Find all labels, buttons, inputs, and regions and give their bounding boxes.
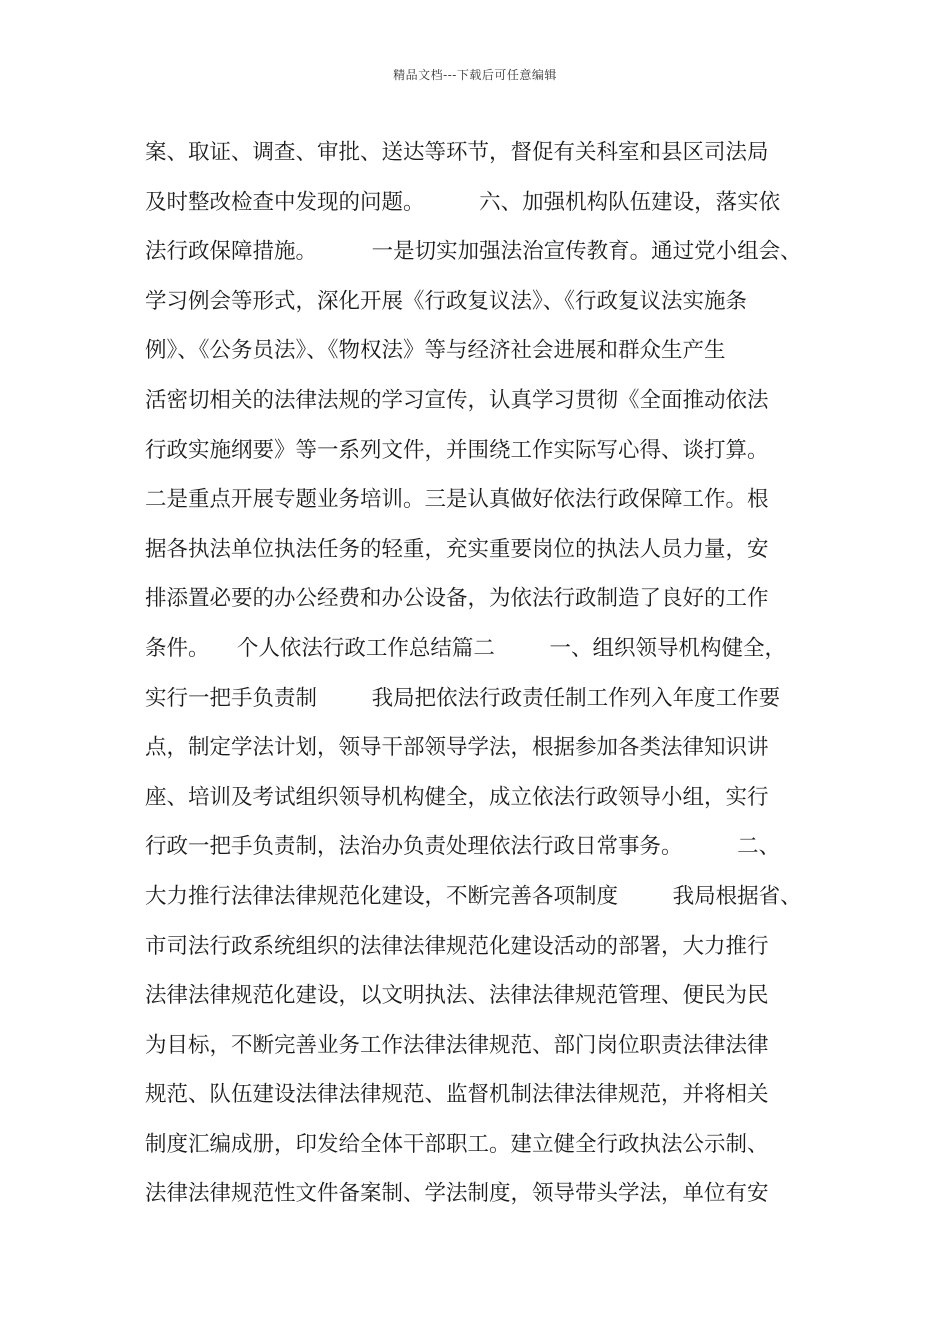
text-line: 排添置必要的办公经费和办公设备，为依法行政制造了良好的工作 — [145, 586, 769, 612]
text-line: 行政一把手负责制，法治办负责处理依法行政日常事务。 二、 — [145, 834, 781, 860]
text-line: 案、取证、调查、审批、送达等环节，督促有关科室和县区司法局 — [145, 140, 769, 165]
text-line: 规范、队伍建设法律法律规范、监督机制法律法律规范，并将相关 — [145, 1082, 769, 1108]
text-line: 座、培训及考试组织领导机构健全，成立依法行政领导小组，实行 — [145, 784, 769, 810]
text-line: 为目标，不断完善业务工作法律法律规范、部门岗位职责法律法律 — [145, 1032, 769, 1058]
document-body — [145, 128, 845, 1219]
text-line: 制度汇编成册，印发给全体干部职工。建立健全行政执法公示制、 — [145, 1131, 769, 1157]
text-line: 二是重点开展专题业务培训。三是认真做好依法行政保障工作。根 — [145, 487, 769, 513]
page-header: 精品文档---下载后可任意编辑 — [393, 68, 557, 82]
text-line: 学习例会等形式，深化开展《行政复议法》、《行政复议法实施条 — [145, 288, 748, 314]
text-line: 点，制定学法计划，领导干部领导学法，根据参加各类法律知识讲 — [145, 735, 769, 761]
text-line: 行政实施纲要》等一系列文件，并围绕工作实际写心得、谈打算。 — [145, 437, 769, 463]
text-line: 据各执法单位执法任务的轻重，充实重要岗位的执法人员力量，安 — [145, 536, 769, 562]
text-line: 例》、《公务员法》、《物权法》等与经济社会进展和群众生产生 — [145, 338, 726, 364]
text-line: 法律法律规范化建设，以文明执法、法律法律规范管理、便民为民 — [145, 983, 769, 1009]
text-line: 条件。 个人依法行政工作总结篇二 一、组织领导机构健全， — [145, 635, 787, 661]
text-line: 实行一把手负责制 我局把依法行政责任制工作列入年度工作要 — [145, 685, 781, 711]
text-line: 大力推行法律法律规范化建设，不断完善各项制度 我局根据省、 — [145, 883, 802, 909]
text-line: 市司法行政系统组织的法律法律规范化建设活动的部署，大力推行 — [145, 933, 769, 959]
text-line: 及时整改检查中发现的问题。 六、加强机构队伍建设，落实依 — [145, 189, 781, 215]
text-line: 法行政保障措施。 一是切实加强法治宣传教育。通过党小组会、 — [145, 239, 802, 265]
text-line: 活密切相关的法律法规的学习宣传，认真学习贯彻《全面推动依法 — [145, 387, 769, 413]
text-line: 法律法律规范性文件备案制、学法制度，领导带头学法，单位有安 — [145, 1181, 769, 1207]
